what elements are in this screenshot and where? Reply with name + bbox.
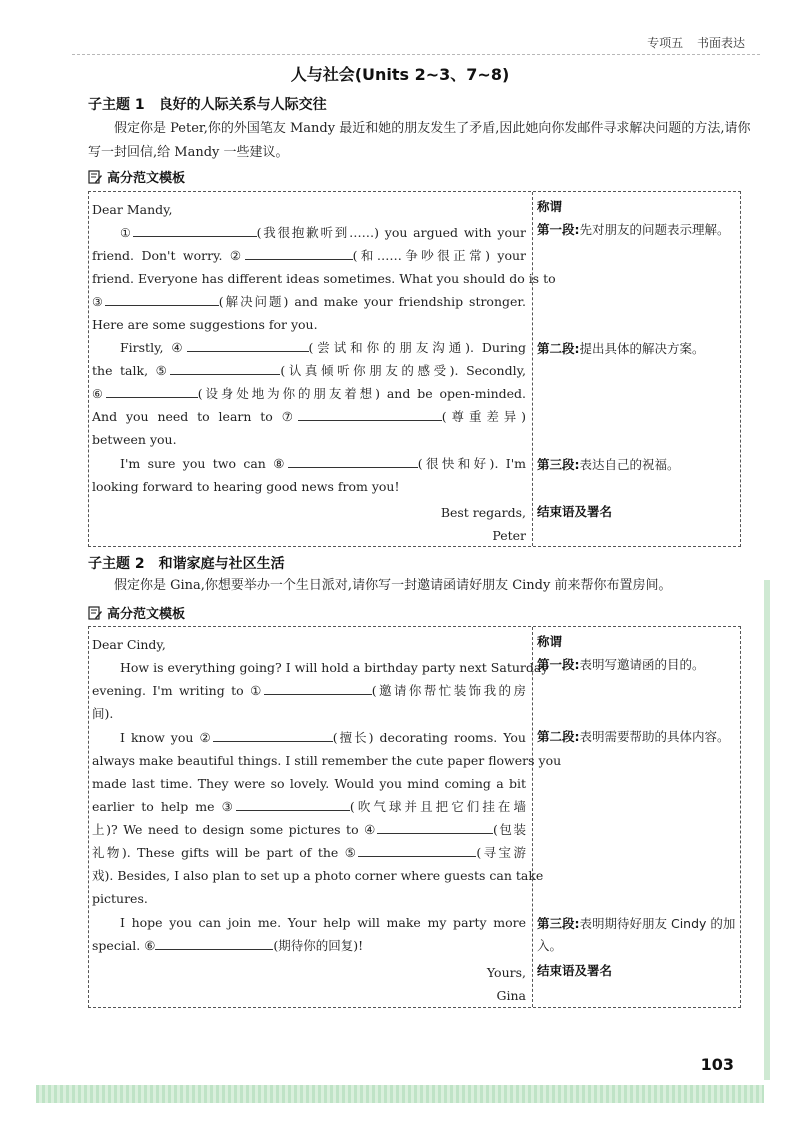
blank-1[interactable] [133, 225, 257, 237]
tpl2-line: I hope you can join me. Your help will make my party more [120, 915, 526, 930]
blank-2[interactable] [245, 248, 353, 260]
topic1-template-label [88, 167, 185, 186]
blank-6[interactable] [155, 938, 273, 950]
header-section: 专项五 [647, 36, 684, 50]
blank-5[interactable] [170, 363, 280, 375]
edit-note-icon [88, 170, 102, 184]
tpl1-line: ① (我很抱歉听到……) you argued with your [120, 225, 526, 240]
page-header [637, 34, 745, 51]
blank-3[interactable] [105, 294, 219, 306]
tpl2-line: always make beautiful things. I still remember the cute paper flowers you [92, 753, 562, 768]
tpl2-line: 戏). Besides, I also plan to set up a photo corner where guests can take [92, 868, 544, 883]
page-title: 人与社会(Units 2~3、7~8) [290, 65, 510, 84]
page-footer-bar [36, 1085, 764, 1103]
tpl1-note: 第二段:提出具体的解决方案。 [537, 341, 705, 356]
tpl2-line: How is everything going? I will hold a birthday party next Saturday [120, 660, 549, 675]
tpl1-note: 称谓 [537, 199, 563, 214]
topic1-label: 子主题 1 [88, 97, 145, 113]
topic2-prompt: 假定你是 Gina,你想要举办一个生日派对,请你写一封邀请函请好朋友 Cindy 前来帮你布置房间。 [114, 578, 672, 593]
topic1-template-box [88, 191, 741, 547]
tpl1-note: 第一段:先对朋友的问题表示理解。 [537, 222, 730, 237]
tpl2-line: 礼物). These gifts will be part of the ⑤ (寻宝游 [92, 845, 526, 860]
tpl1-line: Firstly, ④ (尝试和你的朋友沟通). During [120, 340, 526, 355]
tpl2-line: I know you ② (擅长) decorating rooms. You [120, 730, 526, 745]
blank-2[interactable] [213, 730, 333, 742]
template-divider [532, 192, 533, 546]
tpl2-note: 第三段:表明期待好朋友 Cindy 的加入。 [537, 916, 736, 953]
blank-4[interactable] [187, 340, 309, 352]
blank-3[interactable] [236, 799, 350, 811]
topic2-label: 子主题 2 [88, 556, 145, 572]
topic2-heading [88, 553, 285, 573]
tpl1-line: the talk, ⑤ (认真倾听你朋友的感受). Secondly, [92, 363, 526, 378]
blank-8[interactable] [288, 456, 418, 468]
tpl2-line: earlier to help me ③ (吹气球并且把它们挂在墙 [92, 799, 526, 814]
blank-5[interactable] [358, 845, 476, 857]
tpl2-line: evening. I'm writing to ① (邀请你帮忙装饰我的房 [92, 683, 526, 698]
topic2-template-text: 高分范文模板 [107, 607, 186, 622]
tpl2-note: 第二段:表明需要帮助的具体内容。 [537, 729, 730, 744]
header-subsection: 书面表达 [696, 36, 745, 50]
tpl1-line: Best regards, [440, 505, 526, 520]
topic1-template-text: 高分范文模板 [107, 171, 186, 186]
tpl2-note: 第一段:表明写邀请函的目的。 [537, 657, 705, 672]
tpl2-line: 上)? We need to design some pictures to ④ (包装 [92, 822, 526, 837]
blank-6[interactable] [106, 386, 198, 398]
blank-1[interactable] [264, 683, 372, 695]
tpl1-line: I'm sure you two can ⑧ (很快和好). I'm [120, 456, 526, 471]
tpl1-line: Dear Mandy, [92, 202, 173, 217]
edit-note-icon [88, 606, 102, 620]
topic2-template-label [88, 603, 185, 622]
tpl1-line: friend. Everyone has different ideas sometimes. What you should do is to [92, 271, 556, 286]
tpl2-line: pictures. [92, 891, 148, 906]
topic1-name: 良好的人际关系与人际交往 [158, 97, 327, 113]
tpl2-line: special. ⑥ (期待你的回复)! [92, 938, 364, 953]
tpl1-line: And you need to learn to ⑦ (尊重差异) [92, 409, 526, 424]
topic2-template-box [88, 626, 741, 1008]
tpl2-line: 间). [92, 706, 114, 721]
tpl1-line: Peter [492, 528, 526, 543]
tpl2-note: 结束语及署名 [537, 963, 613, 978]
tpl2-line: made last time. They were so lovely. Would you mind coming a bit [92, 776, 526, 791]
tpl2-line: Yours, [486, 965, 526, 980]
template-divider [532, 627, 533, 1007]
tpl1-note: 结束语及署名 [537, 504, 613, 519]
topic2-name: 和谐家庭与社区生活 [158, 556, 285, 572]
topic1-prompt: 假定你是 Peter,你的外国笔友 Mandy 最近和她的朋友发生了矛盾,因此她向你发邮件寻求解决问题的方法,请你写一封回信,给 Mandy 一些建议。 [88, 121, 751, 160]
blank-7[interactable] [298, 409, 442, 421]
tpl2-line: Dear Cindy, [92, 637, 166, 652]
blank-4[interactable] [377, 822, 493, 834]
page-number: 103 [700, 1055, 734, 1074]
tpl1-line: Here are some suggestions for you. [92, 317, 318, 332]
tpl1-note: 第三段:表达自己的祝福。 [537, 457, 680, 472]
tpl1-line: ③ (解决问题) and make your friendship stronger. [92, 294, 526, 309]
tpl2-note: 称谓 [537, 634, 563, 649]
tpl2-line: Gina [496, 988, 526, 1003]
tpl1-line: ⑥ (设身处地为你的朋友着想) and be open-minded. [92, 386, 526, 401]
tpl1-line: looking forward to hearing good news from you! [92, 479, 400, 494]
tpl1-line: friend. Don't worry. ② (和……争吵很正常) your [92, 248, 526, 263]
tpl1-line: between you. [92, 432, 177, 447]
topic1-heading [88, 94, 327, 114]
header-rule [72, 54, 760, 55]
page-edge-decoration [764, 580, 770, 1080]
